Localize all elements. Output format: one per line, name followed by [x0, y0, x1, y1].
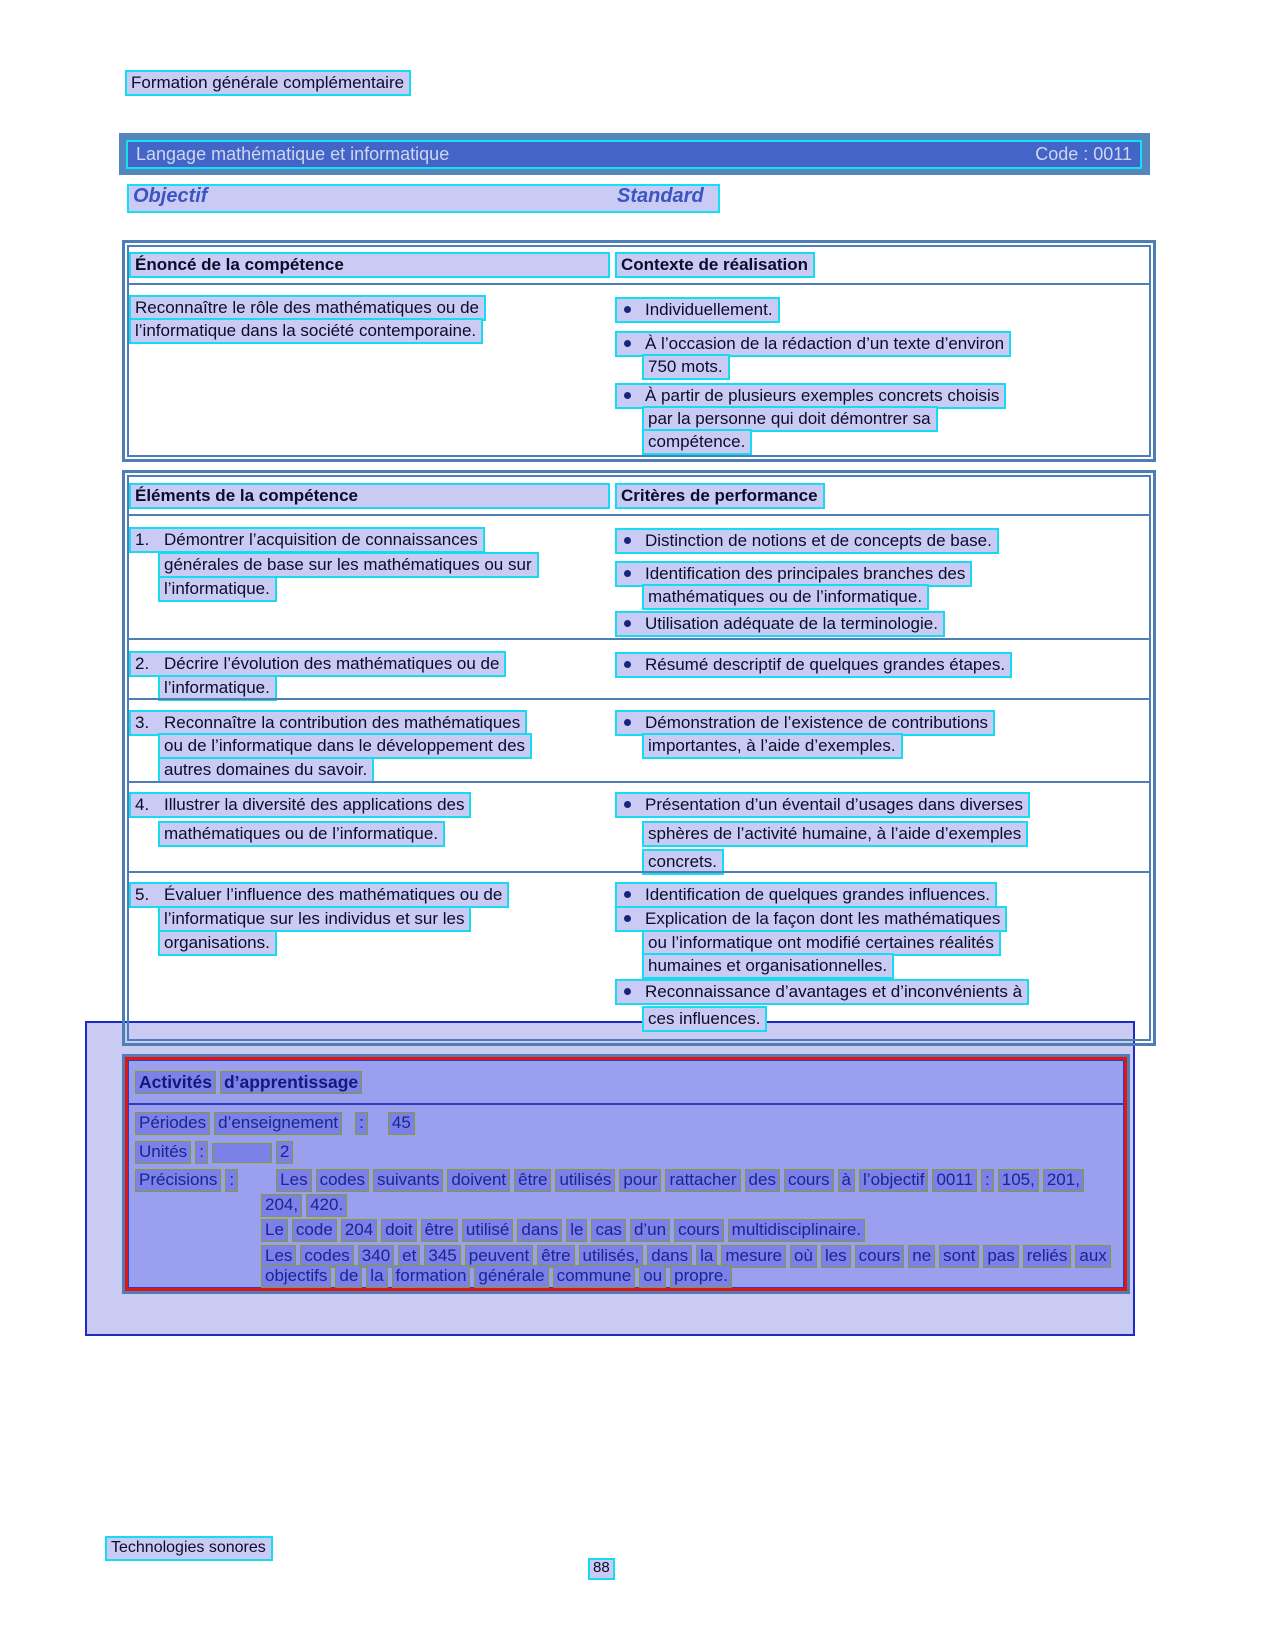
critere-bullet: Présentation d’un éventail d’usages dans diverses: [615, 792, 1030, 818]
word-box: être: [537, 1245, 574, 1268]
critere-bullet: Distinction de notions et de concepts de base.: [615, 528, 999, 554]
unites-value: 2: [276, 1141, 293, 1164]
word-box: utilisés: [555, 1169, 615, 1192]
word-box: Les: [276, 1169, 311, 1192]
word-box: :: [981, 1169, 994, 1192]
unites-row: Unités : 2: [135, 1141, 297, 1164]
element-item-cont: l’informatique.: [158, 576, 277, 602]
word-box: Les: [261, 1245, 296, 1268]
word-box: ne: [908, 1245, 935, 1268]
word-box: cas: [591, 1219, 625, 1242]
word-box: suivants: [373, 1169, 443, 1192]
word-box: des: [745, 1169, 780, 1192]
bullet-icon: [624, 392, 631, 399]
row-separator: [129, 871, 1149, 873]
colon: :: [225, 1169, 238, 1192]
col-header-criteres: Critères de performance: [615, 483, 825, 509]
element-item-cont: générales de base sur les mathématiques ou sur: [158, 552, 539, 578]
word-box: ou: [639, 1265, 666, 1288]
element-item: 5. Évaluer l’influence des mathématiques ou de: [129, 882, 509, 908]
table-enonce-header-sep: [129, 283, 1149, 285]
activities-box: [125, 1057, 1127, 1291]
element-item-cont: ou de l’informatique dans le développement des: [158, 733, 532, 759]
word-box: 0011: [932, 1169, 977, 1192]
table-elements: [122, 470, 1156, 1046]
contexte-bullet-cont: 750 mots.: [642, 354, 730, 380]
word-box: cours: [784, 1169, 834, 1192]
word-box: pas: [983, 1245, 1018, 1268]
word-box: doit: [381, 1219, 416, 1242]
word-box: codes: [300, 1245, 353, 1268]
activities-title: Activités d’apprentissage: [135, 1071, 366, 1094]
table-enonce-inner: [127, 245, 1151, 457]
table-elements-inner: [127, 475, 1151, 1041]
critere-bullet-cont: mathématiques ou de l’informatique.: [642, 584, 929, 610]
precisions-line: [261, 1194, 351, 1217]
critere-bullet: Identification de quelques grandes influences.: [615, 882, 997, 908]
enonce-line: l’informatique dans la société contemporaine.: [129, 318, 483, 344]
contexte-bullet: Individuellement.: [615, 297, 780, 323]
critere-bullet-cont: importantes, à l’aide d’exemples.: [642, 733, 903, 759]
activities-title-sep: [129, 1103, 1123, 1105]
colon: :: [355, 1112, 368, 1135]
table-elements-header-sep: [129, 514, 1149, 516]
word-box: l’objectif: [859, 1169, 928, 1192]
word-box: cours: [674, 1219, 724, 1242]
word-box: peuvent: [465, 1245, 534, 1268]
critere-bullet: Utilisation adéquate de la terminologie.: [615, 611, 945, 637]
word-box: les: [821, 1245, 851, 1268]
word-box: 201,: [1043, 1169, 1084, 1192]
element-item-cont: l’informatique sur les individus et sur les: [158, 906, 471, 932]
word-box: la: [696, 1245, 717, 1268]
word-box: objectifs: [261, 1265, 331, 1288]
word-box: rattacher: [665, 1169, 740, 1192]
word-box: le: [566, 1219, 587, 1242]
element-item-cont: l’informatique.: [158, 675, 277, 701]
precisions-line: [261, 1265, 736, 1288]
bullet-icon: [624, 306, 631, 313]
doc-title: Formation générale complémentaire: [125, 70, 411, 96]
critere-bullet: Identification des principales branches des: [615, 561, 972, 587]
bullet-icon: [624, 891, 631, 898]
periodes-row: Périodes d’enseignement : 45: [135, 1112, 419, 1135]
word-box: utilisé: [462, 1219, 513, 1242]
word-box: 204,: [261, 1194, 302, 1217]
word-box: code: [292, 1219, 337, 1242]
word-box: d’un: [630, 1219, 670, 1242]
row-separator: [129, 698, 1149, 700]
contexte-bullet: À partir de plusieurs exemples concrets choisis: [615, 383, 1006, 409]
word-box: Le: [261, 1219, 288, 1242]
word-box: 340: [358, 1245, 394, 1268]
word-box: de: [335, 1265, 362, 1288]
word-box: doivent: [447, 1169, 510, 1192]
col-header-elements: Éléments de la compétence: [129, 483, 610, 509]
objectif-heading: Objectif: [133, 185, 208, 207]
page-number: 88: [588, 1558, 615, 1580]
bullet-icon: [624, 801, 631, 808]
element-item-cont: mathématiques ou de l’informatique.: [158, 821, 445, 847]
row-separator: [129, 638, 1149, 640]
title-banner-line: [126, 140, 1142, 169]
enonce-line: Reconnaître le rôle des mathématiques ou de: [129, 295, 486, 321]
bullet-icon: [624, 915, 631, 922]
critere-bullet-cont: ou l’informatique ont modifié certaines réalités: [642, 930, 1001, 956]
critere-bullet: Reconnaissance d’avantages et d’inconvénients à: [615, 979, 1029, 1005]
precisions-row: Précisions : Les codes suivants doivent être utilisés pour rattacher des cours à l’objectif 0011 : 105, 201,: [135, 1169, 1088, 1192]
bullet-icon: [624, 661, 631, 668]
word-box: dans: [517, 1219, 562, 1242]
critere-bullet-cont: humaines et organisationnelles.: [642, 953, 894, 979]
word-box: la: [366, 1265, 387, 1288]
word-box: 420.: [306, 1194, 347, 1217]
word-box: formation: [392, 1265, 471, 1288]
word-box: sont: [939, 1245, 979, 1268]
banner-title: Langage mathématique et informatique: [136, 144, 450, 164]
critere-bullet-cont: concrets.: [642, 849, 724, 875]
critere-bullet-cont: ces influences.: [642, 1006, 767, 1032]
bullet-icon: [624, 340, 631, 347]
word-box: à: [838, 1169, 855, 1192]
critere-bullet: Explication de la façon dont les mathématiques: [615, 906, 1007, 932]
word-box: utilisés,: [579, 1245, 644, 1268]
word-box: et: [398, 1245, 420, 1268]
word-box: 204: [341, 1219, 377, 1242]
table-enonce: [122, 240, 1156, 462]
periodes-value: 45: [388, 1112, 415, 1135]
word-box: générale: [474, 1265, 548, 1288]
word-box: 105,: [998, 1169, 1039, 1192]
precisions-line: [261, 1219, 869, 1242]
word-box: reliés: [1023, 1245, 1072, 1268]
element-item-cont: autres domaines du savoir.: [158, 757, 374, 783]
bullet-icon: [624, 719, 631, 726]
bullet-icon: [624, 537, 631, 544]
title-banner: [119, 133, 1150, 175]
precisions-line: [276, 1170, 1088, 1189]
word-box: propre.: [670, 1265, 732, 1288]
word-box: 345: [424, 1245, 460, 1268]
contexte-bullet-cont: compétence.: [642, 429, 752, 455]
critere-bullet: Démonstration de l’existence de contributions: [615, 710, 995, 736]
element-item: 2. Décrire l’évolution des mathématiques ou de: [129, 651, 506, 677]
word-box: être: [514, 1169, 551, 1192]
word-box: cours: [855, 1245, 905, 1268]
word-box: aux: [1075, 1245, 1110, 1268]
contexte-bullet: À l’occasion de la rédaction d’un texte d’environ: [615, 331, 1011, 357]
col-header-contexte: Contexte de réalisation: [615, 252, 815, 278]
banner-code: Code : 0011: [1035, 144, 1132, 164]
bullet-icon: [624, 570, 631, 577]
bullet-icon: [624, 620, 631, 627]
word-box: codes: [316, 1169, 369, 1192]
critere-bullet: Résumé descriptif de quelques grandes étapes.: [615, 652, 1012, 678]
word-box: multidisciplinaire.: [728, 1219, 865, 1242]
col-header-enonce: Énoncé de la compétence: [129, 252, 610, 278]
bullet-icon: [624, 988, 631, 995]
element-item-cont: organisations.: [158, 930, 277, 956]
word-box: commune: [553, 1265, 636, 1288]
word-box: pour: [619, 1169, 661, 1192]
standard-heading: Standard: [617, 185, 704, 207]
unites-empty-box: [212, 1143, 272, 1163]
element-item: 1. Démontrer l’acquisition de connaissances: [129, 527, 485, 553]
row-separator: [129, 781, 1149, 783]
contexte-bullet-cont: par la personne qui doit démontrer sa: [642, 406, 938, 432]
word-box: être: [421, 1219, 458, 1242]
word-box: mesure: [721, 1245, 786, 1268]
word-box: dans: [647, 1245, 692, 1268]
objectif-standard-strip: [127, 184, 720, 213]
word-box: où: [790, 1245, 817, 1268]
element-item: 3. Reconnaître la contribution des mathématiques: [129, 710, 527, 736]
colon: :: [195, 1141, 208, 1164]
footer-left: Technologies sonores: [105, 1536, 273, 1561]
critere-bullet-cont: sphères de l’activité humaine, à l’aide d’exemples: [642, 821, 1028, 847]
element-item: 4. Illustrer la diversité des applications des: [129, 792, 471, 818]
